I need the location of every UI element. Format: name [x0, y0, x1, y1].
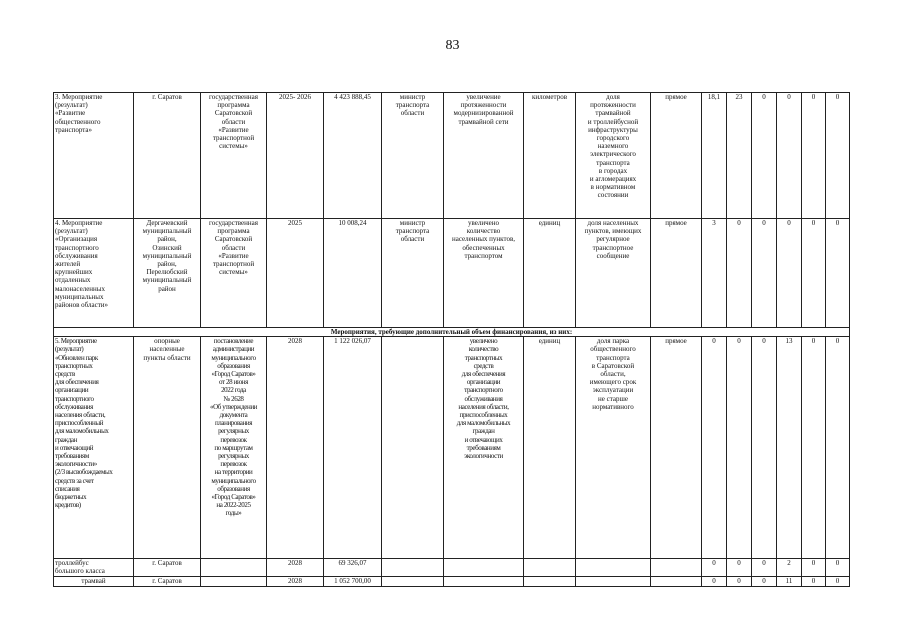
value-cell: 0 — [752, 93, 777, 219]
indicator-cell: доля протяженности трамвайной и троллейбусной инфраструктуры городского наземного электрического транспорта в городах и агломерациях в нормативном состоянии — [576, 93, 651, 219]
value-cell: 0 — [777, 93, 802, 219]
value-cell: 0 — [727, 337, 752, 559]
value-cell: 3 — [702, 219, 727, 328]
value-cell: 0 — [702, 577, 727, 587]
measure-cell: 4. Мероприятие (результат) «Организация транспортного обслуживания жителей крупнейших отдаленных малонаселенных муниципальных районов области» — [54, 219, 134, 328]
value-cell: 0 — [826, 559, 850, 577]
table-row — [54, 93, 850, 219]
executor-cell — [382, 559, 444, 577]
table-row — [54, 559, 850, 577]
unit-cell: километров — [524, 93, 576, 219]
document-cell: государственная программа Саратовской области «Развитие транспортной системы» — [201, 219, 267, 328]
measure-cell: трамвай — [54, 577, 134, 587]
value-cell: 0 — [826, 93, 850, 219]
value-cell: 2 — [777, 559, 802, 577]
territory-cell: г. Саратов — [134, 93, 201, 219]
territory-cell: опорные населенные пункты области — [134, 337, 201, 559]
value-cell: 0 — [752, 337, 777, 559]
territory-cell: г. Саратов — [134, 577, 201, 587]
effect-cell — [444, 577, 524, 587]
impact-cell: прямое — [651, 219, 702, 328]
section-header-row — [54, 328, 850, 337]
table-row — [54, 577, 850, 587]
document-cell — [201, 559, 267, 577]
value-cell: 18,1 — [702, 93, 727, 219]
period-cell: 2025- 2026 — [267, 93, 324, 219]
effect-cell: увеличено количество транспортных средств для обеспечения организации транспортного обслуживания населения области, приспособленных для маломобильных граждан и отвечающих требованиям экологичности — [444, 337, 524, 559]
indicator-cell — [576, 559, 651, 577]
indicator-cell: доля населенных пунктов, имеющих регулярное транспортное сообщение — [576, 219, 651, 328]
executor-cell — [382, 337, 444, 559]
executor-cell — [382, 577, 444, 587]
amount-cell: 10 008,24 — [324, 219, 382, 328]
territory-cell: Дергачевский муниципальный район, Озинский муниципальный район, Перелюбский муниципальный район — [134, 219, 201, 328]
value-cell: 0 — [826, 337, 850, 559]
value-cell: 0 — [802, 559, 826, 577]
period-cell: 2028 — [267, 577, 324, 587]
impact-cell: прямое — [651, 93, 702, 219]
value-cell: 0 — [826, 577, 850, 587]
value-cell: 11 — [777, 577, 802, 587]
table-row — [54, 219, 850, 328]
impact-cell — [651, 577, 702, 587]
period-cell: 2028 — [267, 559, 324, 577]
page-number: 83 — [445, 38, 460, 53]
value-cell: 0 — [752, 577, 777, 587]
value-cell: 0 — [802, 337, 826, 559]
unit-cell: единиц — [524, 219, 576, 328]
value-cell: 23 — [727, 93, 752, 219]
value-cell: 0 — [802, 93, 826, 219]
value-cell: 0 — [727, 219, 752, 328]
value-cell: 13 — [777, 337, 802, 559]
value-cell: 0 — [727, 559, 752, 577]
effect-cell: увеличено количество населенных пунктов, обеспеченных транспортом — [444, 219, 524, 328]
measures-table — [53, 92, 850, 587]
period-cell: 2025 — [267, 219, 324, 328]
value-cell: 0 — [752, 219, 777, 328]
value-cell: 0 — [702, 337, 727, 559]
effect-cell: увеличение протяженности модернизированной трамвайной сети — [444, 93, 524, 219]
section-header: Мероприятия, требующие дополнительный объем финансирования, из них: — [54, 328, 850, 337]
executor-cell: министр транспорта области — [382, 219, 444, 328]
unit-cell — [524, 577, 576, 587]
value-cell: 0 — [802, 577, 826, 587]
value-cell: 0 — [702, 559, 727, 577]
amount-cell: 4 423 888,45 — [324, 93, 382, 219]
measure-cell: троллейбус большого класса — [54, 559, 134, 577]
value-cell: 0 — [752, 559, 777, 577]
document-cell — [201, 577, 267, 587]
value-cell: 0 — [777, 219, 802, 328]
document-cell: постановление администрации муниципального образования «Город Саратов» от 28 июня 2022 года № 2628 «Об утверждении документа планирования регулярных перевозок по маршрутам регулярных перевозок на территории муниципального образования «Город Саратов» на 2022-2025 годы» — [201, 337, 267, 559]
measure-cell: 3. Мероприятие (результат) «Развитие общественного транспорта» — [54, 93, 134, 219]
amount-cell: 1 052 700,00 — [324, 577, 382, 587]
value-cell: 0 — [802, 219, 826, 328]
indicator-cell: доля парка общественного транспорта в Саратовской области, имеющего срок эксплуатации не старше нормативного — [576, 337, 651, 559]
unit-cell: единиц — [524, 337, 576, 559]
impact-cell: прямое — [651, 337, 702, 559]
table-row — [54, 337, 850, 559]
amount-cell: 1 122 026,07 — [324, 337, 382, 559]
effect-cell — [444, 559, 524, 577]
measure-cell: 5. Мероприятие (результат) «Обновлен парк транспортных средств для обеспечения организации транспортного обслуживания населения области, приспособленный для маломобильных граждан и отвечающий требованиям экологичности» (2/3 высвобождаемых средств за счет списания бюджетных кредитов) — [54, 337, 134, 559]
value-cell: 0 — [727, 577, 752, 587]
value-cell: 0 — [826, 219, 850, 328]
territory-cell: г. Саратов — [134, 559, 201, 577]
period-cell: 2028 — [267, 337, 324, 559]
document-cell: государственная программа Саратовской области «Развитие транспортной системы» — [201, 93, 267, 219]
impact-cell — [651, 559, 702, 577]
unit-cell — [524, 559, 576, 577]
amount-cell: 69 326,07 — [324, 559, 382, 577]
executor-cell: министр транспорта области — [382, 93, 444, 219]
indicator-cell — [576, 577, 651, 587]
